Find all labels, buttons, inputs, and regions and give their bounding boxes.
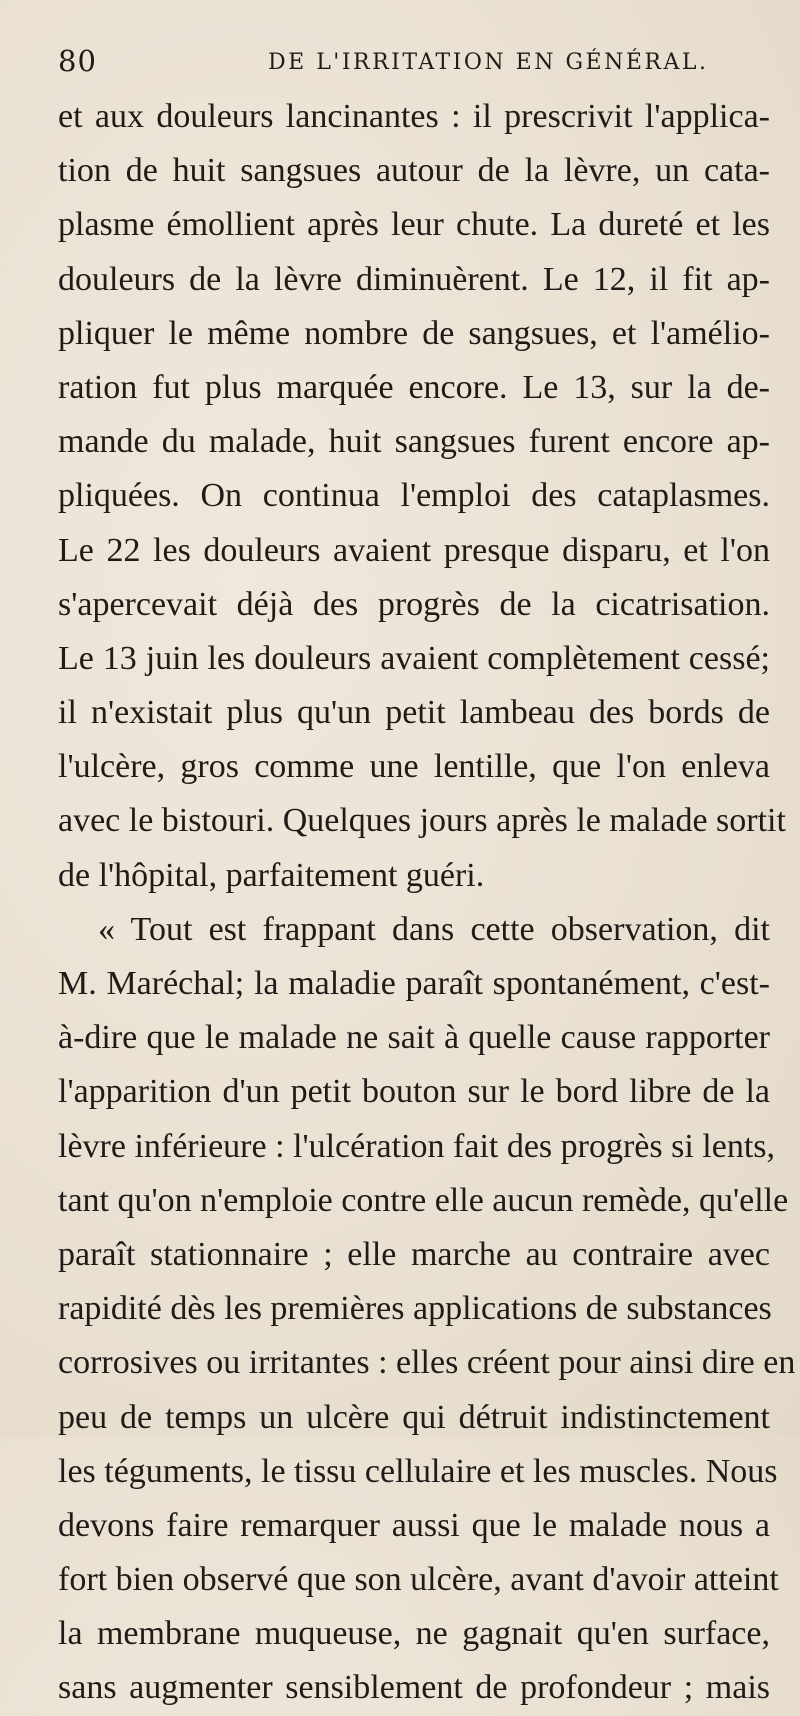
running-title: DE L'IRRITATION EN GÉNÉRAL. — [268, 50, 709, 75]
text-line: et aux douleurs lancinantes : il prescrivit l'applica- — [58, 98, 770, 135]
text-line: rapidité dès les premières applications de substances — [58, 1290, 772, 1328]
text-line: lèvre inférieure : l'ulcération fait des progrès si lents, — [58, 1127, 776, 1165]
text-line: douleurs de la lèvre diminuèrent. Le 12, il fit ap- — [58, 260, 770, 298]
text-line: à-dire que le malade ne sait à quelle cause rapporter — [58, 1019, 770, 1057]
text-line: tant qu'on n'emploie contre elle aucun remède, qu'elle — [58, 1181, 789, 1219]
text-line: sans augmenter sensiblement de profondeur ; mais — [58, 1669, 770, 1707]
text-line: ration fut plus marquée encore. Le 13, sur la de- — [58, 368, 770, 406]
text-line: Le 22 les douleurs avaient presque disparu, et l'on — [58, 531, 770, 569]
text-line: « Tout est frappant dans cette observation, dit — [98, 910, 770, 948]
text-line: l'ulcère, gros comme une lentille, que l'on enleva — [58, 748, 770, 786]
text-line: l'apparition d'un petit bouton sur le bord libre de la — [58, 1073, 770, 1111]
text-line: Le 13 juin les douleurs avaient complètement cessé; — [58, 639, 770, 677]
text-line: la membrane muqueuse, ne gagnait qu'en surface, — [58, 1615, 770, 1653]
text-line: les téguments, le tissu cellulaire et les muscles. Nous — [58, 1452, 778, 1490]
text-line: plasme émollient après leur chute. La dureté et les — [58, 206, 770, 244]
text-line: pliquées. On continua l'emploi des cataplasmes. — [58, 477, 770, 515]
text-line: paraît stationnaire ; elle marche au contraire avec — [58, 1235, 770, 1273]
body-text — [58, 90, 796, 1716]
text-line: corrosives ou irritantes : elles créent pour ainsi dire en — [58, 1344, 796, 1382]
text-line: fort bien observé que son ulcère, avant d'avoir atteint — [58, 1561, 779, 1599]
text-line: pliquer le même nombre de sangsues, et l'amélio- — [58, 314, 770, 352]
text-line: avec le bistouri. Quelques jours après le malade sortit — [58, 802, 786, 840]
text-line: s'apercevait déjà des progrès de la cicatrisation. — [58, 585, 770, 623]
text-line: M. Maréchal; la maladie paraît spontanément, c'est- — [58, 965, 770, 1002]
text-line: de l'hôpital, parfaitement guéri. — [58, 856, 485, 894]
text-line: devons faire remarquer aussi que le malade nous a — [58, 1506, 770, 1544]
text-line: il n'existait plus qu'un petit lambeau des bords de — [58, 694, 770, 732]
text-line: mande du malade, huit sangsues furent encore ap- — [58, 423, 770, 461]
running-head — [58, 44, 758, 84]
text-line: peu de temps un ulcère qui détruit indistinctement — [58, 1398, 770, 1436]
text-line: tion de huit sangsues autour de la lèvre, un cata- — [58, 152, 770, 190]
page-number: 80 — [58, 44, 97, 78]
